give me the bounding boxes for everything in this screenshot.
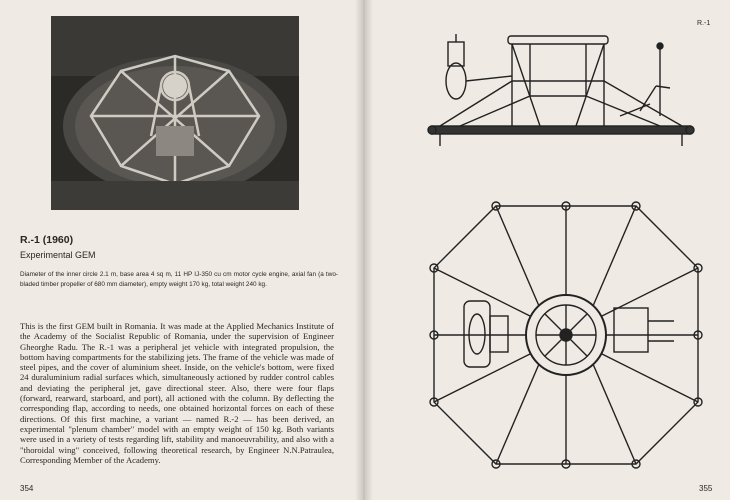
left-page: [0, 0, 362, 500]
side-elevation-drawing: [420, 26, 700, 156]
model-subtitle: Experimental GEM: [20, 250, 96, 260]
side-drawing-svg: [420, 26, 700, 156]
description-text: This is the first GEM built in Romania. It was made at the Applied Mechanics Institute of the Academy of the Socialist Republic of Romania, under the supervision of Engineer Gheorghe Radu. The R.-1 was a peripheral jet vehicle with integrated propulsion, the bottom having compartments for the stabilizing jets. The frame of the vehicle was made of steel pipes, and the cover of aluminium sheet. Inside, on the vehicle's bottom, were fixed 24 duraluminium radial surfaces which, simultaneously actioned by rudder control cables and deviating the peripheral jet, gave directional steer. Also, there were four flaps (forward, rearward, starboard, and port), all actioned with the column. By deflecting the corresponding flap, according to needs, one obtained horizontal forces on each of these directions. Of this first machine, a variant — named R.-2 — has been derived, an experimental "plenum chamber" model with an empty weight of 150 kg. Both variants were used in a variety of tests regarding lift, stability and manoeuvrability, and also with a "thoroidal wing" conceived, following theoretical research, by Engineer N.N.Patraulea, Corresponding Member of the Academy.: [20, 321, 334, 465]
book-gutter: [355, 0, 373, 500]
hovercraft-photo: [51, 16, 299, 210]
page-number-right: 355: [699, 484, 713, 493]
plan-drawing-svg: [424, 196, 708, 474]
running-header: R.-1: [697, 20, 711, 27]
photo-image: [51, 16, 299, 210]
page-number-left: 354: [20, 484, 34, 493]
plan-view-drawing: [424, 196, 708, 474]
model-title: R.-1 (1960): [20, 234, 74, 246]
specifications: Diameter of the inner circle 2.1 m, base area 4 sq m, 11 HP IJ-350 cu cm motor cycle engine, axial fan (a two-bladed timber propeller of 680 mm diameter), empty weight 170 kg, total weight 240 kg.: [20, 271, 338, 288]
